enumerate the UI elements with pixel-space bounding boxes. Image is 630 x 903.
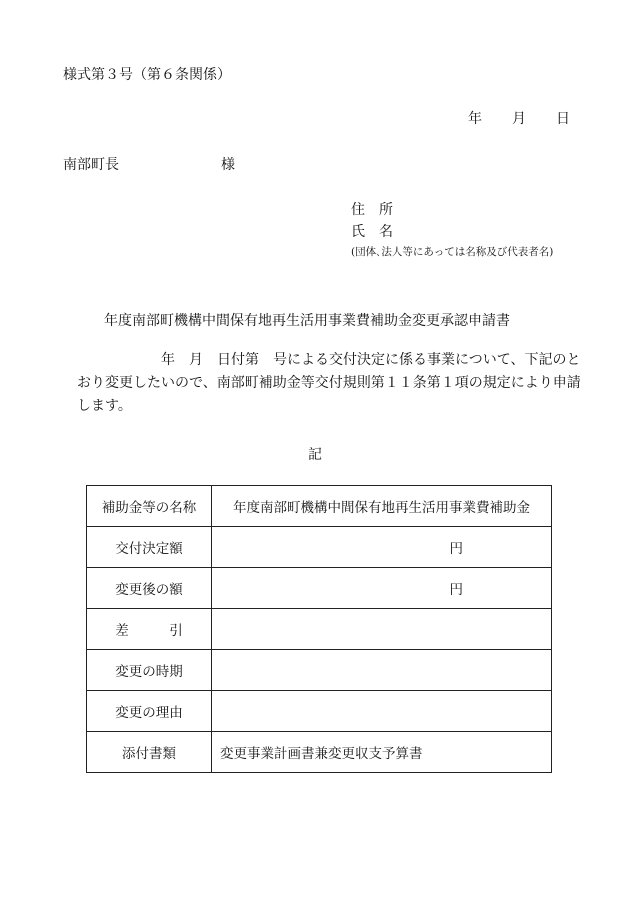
addressee — [63, 154, 235, 174]
table-row — [87, 568, 552, 609]
row-value — [212, 609, 552, 650]
row-value: 年度南部町機構中間保有地再生活用事業費補助金 — [212, 486, 552, 527]
table-row — [87, 527, 552, 568]
row-label: 変更後の額 — [87, 568, 212, 609]
detail-table — [86, 485, 552, 773]
document-title: 年度南部町機構中間保有地再生活用事業費補助金変更承認申請書 — [104, 313, 510, 329]
table-row — [87, 691, 552, 732]
date-year: 年 — [468, 111, 482, 127]
address-label: 住 所 — [351, 202, 393, 218]
table-row — [87, 609, 552, 650]
row-value: 円 — [212, 527, 552, 568]
row-label: 添付書類 — [87, 732, 212, 773]
date-line — [468, 108, 570, 128]
group-note: (団体､法人等にあっては名称及び代表者名) — [351, 246, 554, 258]
body-text: 年 月 日付第 号による交付決定に係る事業について、下記のとおり変更したいので、南部町補助金等交付規則第１１条第１項の規定により申請します。 — [77, 352, 581, 414]
table-row — [87, 732, 552, 773]
name-label: 氏 名 — [351, 224, 393, 240]
ki-heading: 記 — [308, 447, 322, 463]
date-month: 月 — [512, 111, 526, 127]
addressee-name: 南部町長 — [63, 157, 119, 173]
row-label: 差 引 — [87, 609, 212, 650]
row-value — [212, 650, 552, 691]
form-number: 様式第３号（第６条関係） — [63, 67, 231, 83]
date-day: 日 — [556, 111, 570, 127]
row-label: 変更の理由 — [87, 691, 212, 732]
row-value: 変更事業計画書兼変更収支予算書 — [212, 732, 552, 773]
row-label: 変更の時期 — [87, 650, 212, 691]
row-value: 円 — [212, 568, 552, 609]
table-row — [87, 486, 552, 527]
row-label: 補助金等の名称 — [87, 486, 212, 527]
row-value — [212, 691, 552, 732]
row-label: 交付決定額 — [87, 527, 212, 568]
table-row — [87, 650, 552, 691]
addressee-suffix: 様 — [221, 157, 235, 173]
